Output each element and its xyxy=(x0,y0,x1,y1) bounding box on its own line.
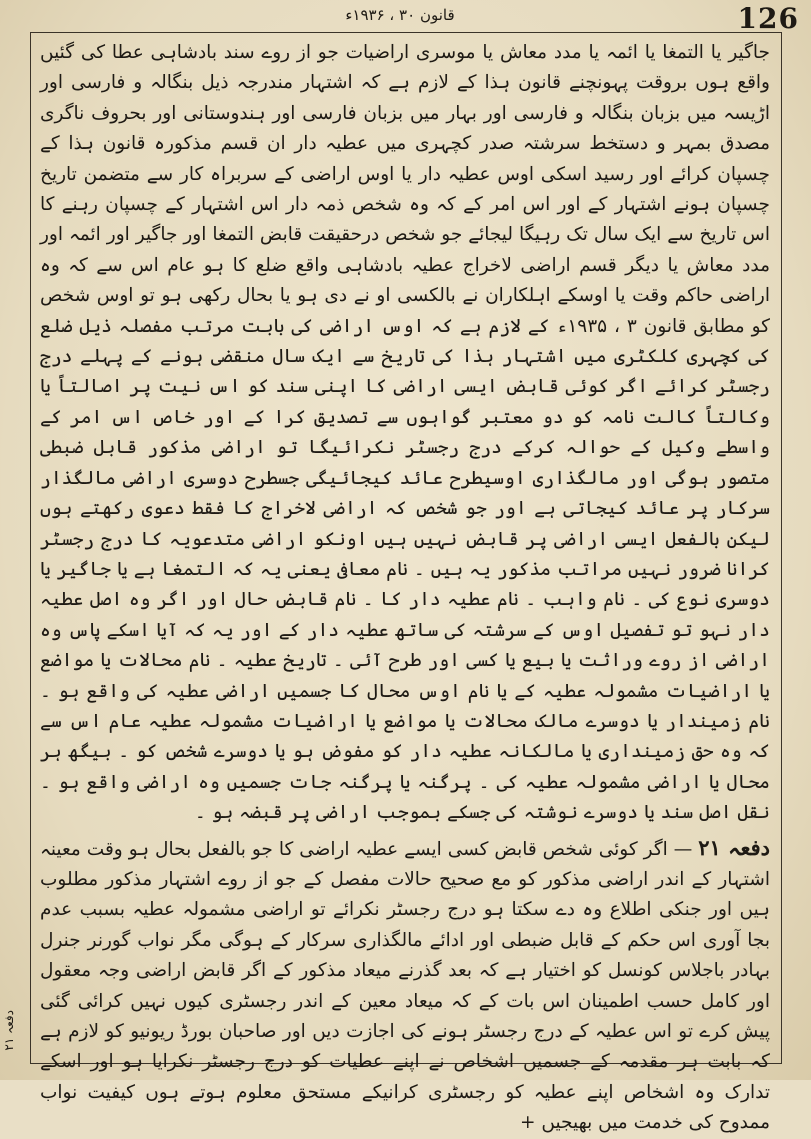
paragraph-2: دفعہ ۲۱ — اگر کوئی شخص قابض کسی ایسے عطیہ اراضی کا جو بالفعل بحال ہو وقت معینہ اشتہار کے اندر اراضی مذکور کو مع صحیح حالات مفصل کے جو از روے اشتہار مذکور مطلوب ہیں اور جنکی اطلاع وہ دے سکتا ہو درج رجسٹر نکرائے تو اراضی مشمولہ عطیہ بسبب عدم بجا آوری اس حکم کے قابل ضبطی اور ادائے مالگذاری سرکار کے ہوگی مگر نواب گورنر جنرل بہادر باجلاس کونسل کو اختیار ہے کہ بعد گذرنے میعاد مذکور کے اگر قابض اراضی وجہ معقول اور کامل حسب اطمینان اس بات کے کہ میعاد معین کے اندر رجسٹری کیوں نہیں کرائی گئی پیش کرے تو اس عطیہ کے درج رجسٹر ہونے کی اجازت دیں اور صاحبان بورڈ ریونیو کو لازم ہے کہ بابت ہر مقدمہ کے جسمیں اشخاص نے اپنے عطیات کو درج رجسٹر نکرایا ہو اور اسکے تدارک وہ اشخاص اپنے عطیہ کو رجسٹری کرانیکے مستحق معلوم ہوتے ہوں کیفیت نواب ممدوح کی خدمت میں بھیجیں + xyxy=(40,834,770,1134)
body-text xyxy=(40,38,770,1139)
margin-note: دفعہ ۲۱ xyxy=(2,1010,16,1051)
running-head: قانون ۳۰ ، ۱۹۳۶ء xyxy=(345,6,455,24)
section-label: دفعہ ۲۱ xyxy=(698,834,770,860)
paragraph-1: جاگیر یا التمغا یا ائمہ یا مدد معاش یا موسری اراضیات جو از روے سند بادشاہی عطا کی گئیں واقع ہوں بروقت پہونچنے قانون ہذا کے لازم ہے کہ اشتہار مندرجہ ذیل بنگالہ و فارسی اور اڑیسہ میں بزبان بنگالہ و فارسی اور بہار میں بزبان فارسی اور ہندوستانی اور بحروف ناگری مصدق بمہر و دستخط سرشتہ صدر کچہری میں عطیہ دار ان قسم مذکورہ قانون ہذا کے چسپان کرائے اور رسید اسکی اوس عطیہ دار یا اوس اراضی کے سربراہ کار سے متضمن تاریخ چسپان ہونے اشتہار کے اور اس امر کے کہ وہ شخص ذمہ دار اس اشتہار کے چسپان رہنے کا اس تاریخ سے ایک سال تک رہیگا لیجائے جو شخص درحقیقت قابض التمغا اور جاگیر اور ائمہ اور مدد معاش یا دیگر قسم اراضی لاخراج عطیہ بادشاہی واقع ضلع کا ہو عام اس سے کہ وہ اراضی حاکم وقت یا اوسکے اہلکاران نے بالکسی او نے دی ہو یا بحال رکھی ہو تو اوس شخص کو مطابق قانون ۳ ، ۱۹۳۵ء کے لازم ہے کہ اوس اراضی کی بابت مرتب مفصلہ ذیل ضلع کی کچہری کلکٹری میں اشتہار ہذا کی تاریخ سے ایک سال منقضی ہونے کے پہلے درج رجسٹر کرائے اگر کوئی قابض ایسی اراضی کا اپنی سند کو اس نیت پر اصالتاً یا وکالتاً کالت نامہ کو دو معتبر گواہوں سے تصدیق کرا کے اور خاص اس امر کے واسطے وکیل کے حوالہ کرکے درج رجسٹر نکرائیگا تو اراضی مذکور قابل ضبطی متصور ہوگی اور مالگذاری اوسیطرح عائد کیجائیگی جسطرح دوسری اراضی مالگذار سرکار پر عائد کیجاتی ہے اور جو شخص کہ اراضی لاخراج کا فقط دعوی رکھتے ہوں لیکن بالفعل ایسی اراضی پر قابض نہیں ہیں اونکو اراضی متدعویہ کا درج رجسٹر کرانا ضرور نہیں مراتب مذکور یہ ہیں ۔ نام معافی یعنی یہ کہ التمغا ہے یا جاگیر یا دوسری نوع کی ۔ نام واہب ۔ نام عطیہ دار کا ۔ نام قابض حال اور اگر وہ اصل عطیہ دار نہو تو تفصیل اوس کے سرشتہ کی ساتھ عطیہ دار کے اور یہ کہ آیا اسکے پاس وہ اراضی از روے وراثت یا بیع یا کسی اور طرح آئی ۔ تاریخ عطیہ ۔ نام محالات یا مواضع یا اراضیات مشمولہ عطیہ کے یا نام اوس محال کا جسمیں اراضی عطیہ کی واقع ہو ۔ نام زمیندار یا دوسرے مالک محالات یا مواضع یا اراضیات مشمولہ عطیہ عام اس سے کہ وہ حق زمینداری یا مالکانہ عطیہ دار کو مفوض ہو یا دوسرے شخص کو ۔ بیگھ ہر محال یا اراضی مشمولہ عطیہ کی ۔ پرگنہ یا پرگنہ جات جسمیں وہ اراضی واقع ہو ۔ نقل اصل سند یا دوسرے نوشتہ کی جسکے بموجب اراضی پر قبضہ ہو ۔ xyxy=(40,42,770,824)
page-number: 126 xyxy=(737,2,799,35)
paragraph-2-text: اگر کوئی شخص قابض کسی ایسے عطیہ اراضی کا جو بالفعل بحال ہو وقت معینہ اشتہار کے اندر اراضی مذکور کو مع صحیح حالات مفصل کے جو از روے اشتہار مذکور مطلوب ہیں اور جنکی اطلاع وہ دے سکتا ہو درج رجسٹر نکرائے تو اراضی مشمولہ عطیہ بسبب عدم بجا آوری اس حکم کے قابل ضبطی اور ادائے مالگذاری سرکار کے ہوگی مگر نواب گورنر جنرل بہادر باجلاس کونسل کو اختیار ہے کہ بعد گذرنے میعاد مذکور کے اگر قابض اراضی وجہ معقول اور کامل حسب اطمینان اس بات کے کہ میعاد معین کے اندر رجسٹری کیوں نہیں کرائی گئی پیش کرے تو اس عطیہ کے درج رجسٹر ہونے کی اجازت دیں اور صاحبان بورڈ ریونیو کو لازم ہے کہ بابت ہر مقدمہ کے جسمیں اشخاص نے اپنے عطیات کو درج رجسٹر نکرایا ہو اور اسکے تدارک وہ اشخاص اپنے عطیہ کو رجسٹری کرانیکے مستحق معلوم ہوتے ہوں کیفیت نواب ممدوح کی خدمت میں بھیجیں + xyxy=(40,838,770,1134)
